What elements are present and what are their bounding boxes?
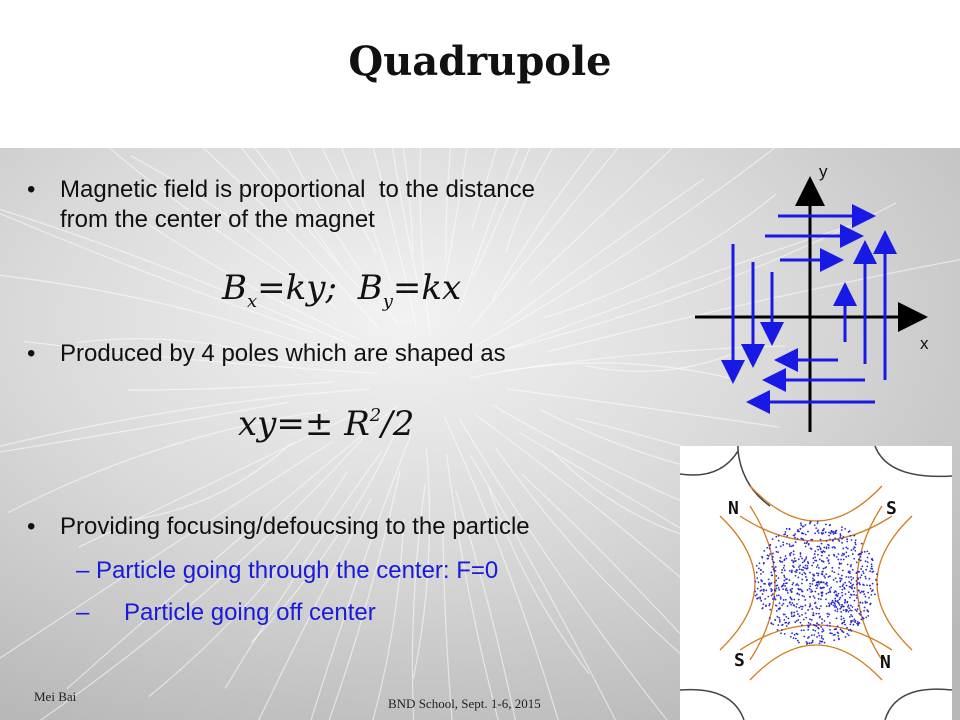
bullet-four-poles <box>27 339 700 369</box>
eq-xy-lhs: xy= <box>238 404 305 444</box>
eq-divide-two: /2 <box>381 404 415 444</box>
field-line <box>750 486 882 521</box>
bullet-text-line2: from the center of the magnet <box>60 206 375 233</box>
eq-by-rhs: =kx <box>392 268 462 308</box>
bullet-marker: • <box>27 176 36 203</box>
quadrupole-drawing <box>680 446 952 720</box>
pole-label-top-left: N <box>728 498 739 519</box>
equation-pole-shape <box>238 404 414 444</box>
particle-beam <box>754 521 878 645</box>
equation-field <box>222 268 461 312</box>
eq-r-superscript: 2 <box>369 405 382 426</box>
sub-bullet-center <box>76 556 498 586</box>
eq-plus-minus: ± <box>304 404 334 444</box>
quadrupole-illustration <box>680 446 952 720</box>
pole-label-bottom-right: N <box>880 652 891 673</box>
bullet-text: Produced by 4 poles which are shaped as <box>60 340 506 367</box>
slide-title: Quadrupole <box>348 38 612 85</box>
field-line <box>720 516 755 650</box>
bullet-marker: • <box>27 513 36 540</box>
eq-bx-rhs: =ky; <box>257 268 337 308</box>
eq-by-subscript: y <box>382 291 393 312</box>
sub-bullet-dash: – <box>76 599 90 626</box>
bullet-focusing <box>27 512 700 542</box>
bullet-marker: • <box>27 340 36 367</box>
pole-label-top-right: S <box>886 498 897 519</box>
eq-bx-symbol: B <box>222 268 247 308</box>
eq-r-symbol: R <box>344 404 370 444</box>
field-line <box>857 506 882 660</box>
bullet-text: Providing focusing/defoucsing to the particle <box>60 513 530 540</box>
sub-bullet-dash: – <box>76 557 90 584</box>
eq-by-symbol: B <box>357 268 383 308</box>
eq-bx-subscript: x <box>247 291 258 312</box>
bullet-text-line1: Magnetic field is proportional to the distance <box>60 176 535 203</box>
field-line <box>877 516 912 650</box>
footer-author: Mei Bai <box>34 689 77 704</box>
sub-bullet-off-center <box>76 598 376 628</box>
sub-bullet-text: Particle going through the center: F=0 <box>96 557 499 584</box>
y-axis-label: y <box>819 162 828 181</box>
footer-event: BND School, Sept. 1-6, 2015 <box>388 696 541 711</box>
bullet-field-proportional <box>27 175 700 235</box>
pole-label-bottom-left: S <box>734 650 745 671</box>
sub-bullet-text: Particle going off center <box>124 599 376 626</box>
x-axis-label: x <box>920 334 929 353</box>
field-direction-diagram <box>690 150 940 440</box>
field-line <box>750 645 882 680</box>
